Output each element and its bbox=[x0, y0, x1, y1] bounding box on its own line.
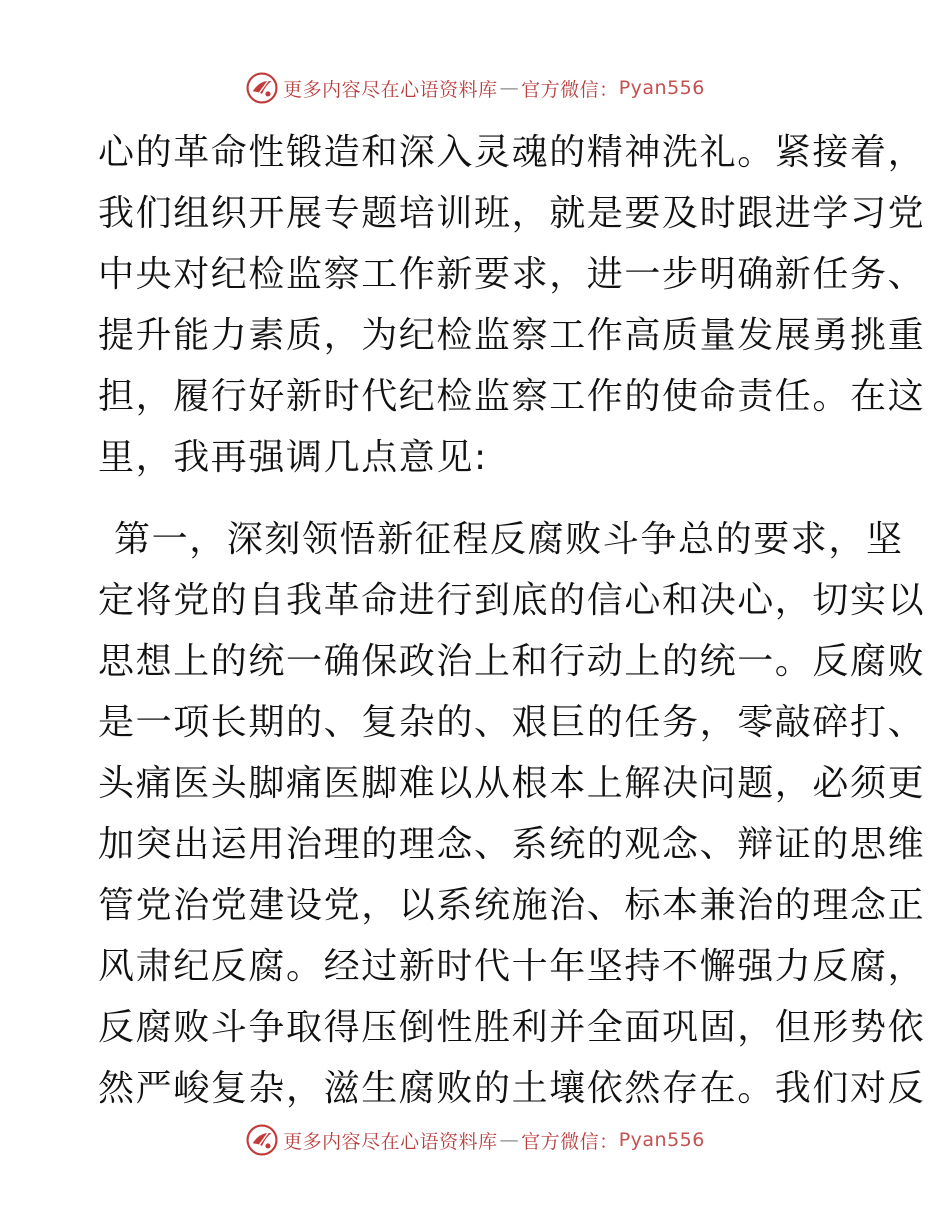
text-line: 是一项长期的、复杂的、艰巨的任务，零敲碎打、 bbox=[98, 702, 926, 743]
text-line: 管党治党建设党，以系统施治、标本兼治的理念正 bbox=[98, 885, 926, 926]
text-line: 里，我再强调几点意见: bbox=[98, 437, 488, 478]
text-line: 第一，深刻领悟新征程反腐败斗争总的要求，坚 bbox=[114, 519, 904, 560]
watermark-id: Pyan556 bbox=[618, 77, 705, 99]
text-line: 思想上的统一确保政治上和行动上的统一。反腐败 bbox=[98, 641, 926, 682]
text-line: 风肃纪反腐。经过新时代十年坚持不懈强力反腐， bbox=[98, 946, 926, 987]
watermark-dash: — bbox=[499, 77, 520, 99]
watermark-label: 官方微信： bbox=[521, 78, 619, 101]
watermark-id: Pyan556 bbox=[618, 1129, 705, 1151]
watermark-text: 更多内容尽在心语资料库 bbox=[283, 1130, 498, 1153]
text-line: 担，履行好新时代纪检监察工作的使命责任。在这 bbox=[98, 376, 926, 417]
text-line: 反腐败斗争取得压倒性胜利并全面巩固，但形势依 bbox=[98, 1007, 926, 1048]
watermark-text: 更多内容尽在心语资料库 bbox=[283, 78, 498, 101]
paragraph-gap bbox=[98, 488, 858, 509]
body-text bbox=[98, 122, 926, 1119]
header-watermark bbox=[0, 68, 950, 108]
text-line: 头痛医头脚痛医脚难以从根本上解决问题，必须更 bbox=[98, 763, 926, 804]
text-line: 我们组织开展专题培训班，就是要及时跟进学习党 bbox=[98, 193, 926, 234]
text-line: 然严峻复杂，滋生腐败的土壤依然存在。我们对反 bbox=[98, 1068, 926, 1109]
logo-icon bbox=[245, 71, 279, 105]
watermark-label: 官方微信： bbox=[521, 1130, 619, 1153]
text-line: 定将党的自我革命进行到底的信心和决心，切实以 bbox=[98, 580, 926, 621]
text-line: 心的革命性锻造和深入灵魂的精神洗礼。紧接着， bbox=[98, 132, 926, 173]
footer-watermark bbox=[0, 1120, 950, 1160]
text-line: 提升能力素质，为纪检监察工作高质量发展勇挑重 bbox=[98, 315, 926, 356]
text-line: 中央对纪检监察工作新要求，进一步明确新任务、 bbox=[98, 254, 926, 295]
watermark-dash: — bbox=[499, 1129, 520, 1151]
text-line: 加突出运用治理的理念、系统的观念、辩证的思维 bbox=[98, 824, 926, 865]
logo-icon bbox=[245, 1123, 279, 1157]
